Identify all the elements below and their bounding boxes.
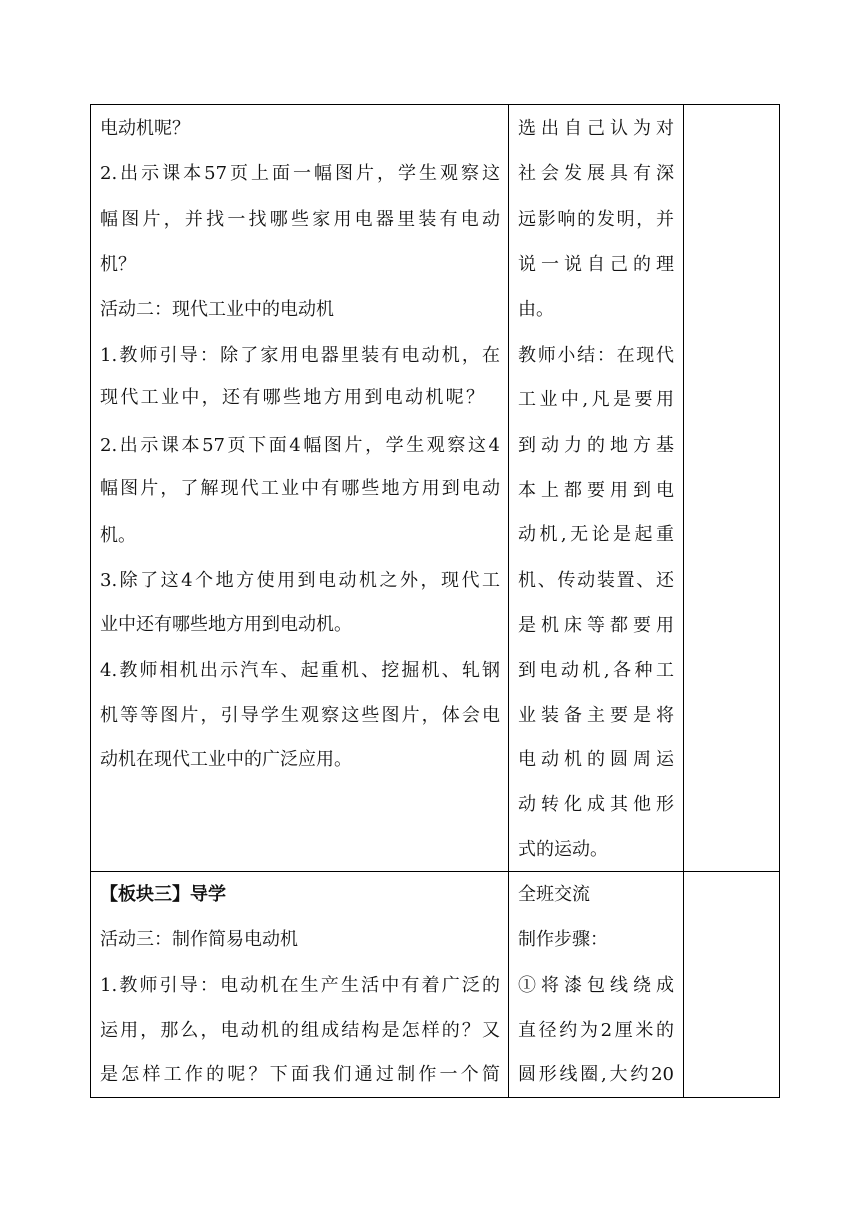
text-line: 制作步骤： xyxy=(518,929,608,950)
lesson-plan-table xyxy=(90,104,780,1098)
row2-left-cell xyxy=(100,872,500,1097)
text-line: 到电动机,各种工 xyxy=(518,660,674,681)
text-line: 社会发展具有深 xyxy=(518,163,674,184)
text-line: 幅图片，并找一找哪些家用电器里装有电动 xyxy=(100,209,500,230)
text-line: 2.出示课本57页下面4幅图片，学生观察这4 xyxy=(100,435,500,456)
text-line: 业装备主要是将 xyxy=(518,705,674,726)
text-line: 4.教师相机出示汽车、起重机、挖掘机、轧钢 xyxy=(100,660,500,681)
text-line: 1.教师引导：电动机在生产生活中有着广泛的 xyxy=(100,975,500,996)
text-line: 动机,无论是起重 xyxy=(518,524,674,545)
text-line: 说一说自己的理 xyxy=(518,254,674,275)
text-line: 活动三：制作简易电动机 xyxy=(100,929,298,950)
text-line: 1.教师引导：除了家用电器里装有电动机，在 xyxy=(100,345,500,366)
text-line: 选出自己认为对 xyxy=(518,118,674,139)
row1-right-cell xyxy=(684,104,779,871)
section-heading: 【板块三】导学 xyxy=(100,884,226,905)
text-line: 圆形线圈,大约20 xyxy=(518,1064,674,1085)
text-line: 由。 xyxy=(518,299,554,320)
text-line: 教师小结：在现代 xyxy=(518,345,674,366)
row1-left-cell xyxy=(100,104,500,871)
text-line: 活动二：现代工业中的电动机 xyxy=(100,299,334,320)
table-border-left xyxy=(90,104,91,1098)
text-line: 直径约为2厘米的 xyxy=(518,1020,674,1041)
text-line: 运用，那么，电动机的组成结构是怎样的？又 xyxy=(100,1020,500,1041)
row2-middle-cell xyxy=(518,872,674,1097)
text-line: 是怎样工作的呢？下面我们通过制作一个简 xyxy=(100,1064,500,1085)
text-line: 现代工业中，还有哪些地方用到电动机呢？ xyxy=(100,387,484,408)
text-line: 全班交流 xyxy=(518,884,590,905)
table-border-right xyxy=(779,104,780,1098)
table-border-bottom xyxy=(90,1097,780,1098)
text-line: 远影响的发明，并 xyxy=(518,209,674,230)
text-line: 动机在现代工业中的广泛应用。 xyxy=(100,749,352,770)
text-line: 是机床等都要用 xyxy=(518,615,674,636)
row2-right-cell xyxy=(684,872,779,1097)
text-line: 工业中,凡是要用 xyxy=(518,389,674,410)
text-line: 本上都要用到电 xyxy=(518,480,674,501)
text-line: 机。 xyxy=(100,525,136,546)
text-line: 3.除了这4个地方使用到电动机之外，现代工 xyxy=(100,570,500,591)
text-line: 电动机呢？ xyxy=(100,118,190,139)
text-line: 幅图片，了解现代工业中有哪些地方用到电动 xyxy=(100,478,500,499)
text-line: 机？ xyxy=(100,254,136,275)
text-line: 电动机的圆周运 xyxy=(518,749,674,770)
text-line: 式的运动。 xyxy=(518,839,608,860)
text-line: 动转化成其他形 xyxy=(518,794,674,815)
text-line: 到动力的地方基 xyxy=(518,435,674,456)
column-divider-1 xyxy=(508,104,509,1098)
text-line: 2.出示课本57页上面一幅图片，学生观察这 xyxy=(100,163,500,184)
text-line: 机等等图片，引导学生观察这些图片，体会电 xyxy=(100,705,500,726)
text-line: 机、传动装置、还 xyxy=(518,570,674,591)
row1-middle-cell xyxy=(518,104,674,871)
text-line: ①将漆包线绕成 xyxy=(518,975,674,996)
text-line: 业中还有哪些地方用到电动机。 xyxy=(100,614,352,635)
